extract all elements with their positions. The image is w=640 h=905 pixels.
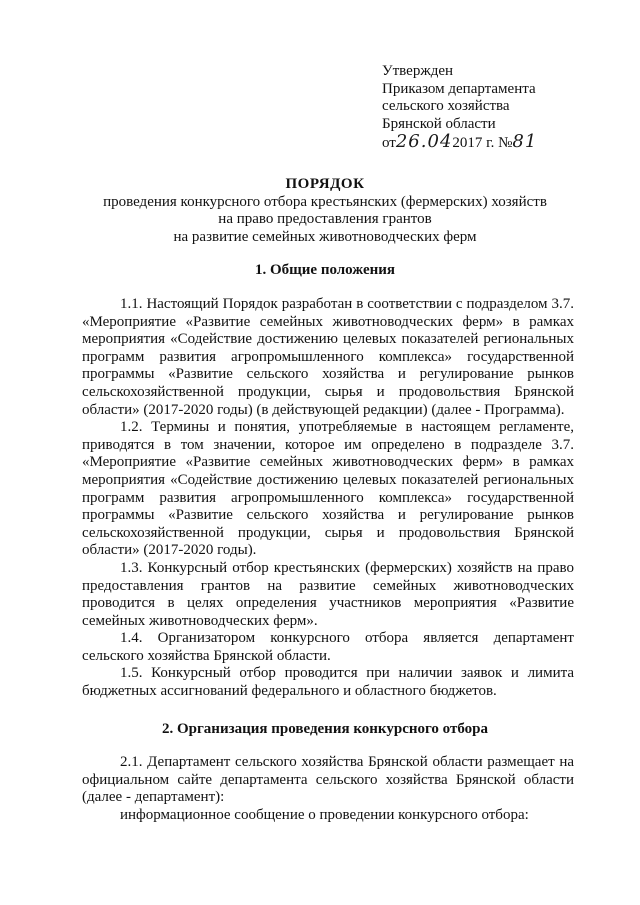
document-title: ПОРЯДОК [285, 176, 365, 192]
approval-line-order: Приказом департамента [382, 80, 536, 97]
handwritten-number: 81 [512, 131, 538, 153]
section-1-heading: 1. Общие положения [254, 262, 396, 278]
paragraph-1-3: 1.3. Конкурсный отбор крестьянских (фермерских) хозяйств на право предоставления грантов на развитие семейных животноводческих проводится в целях определения участников мероприятия «Развитие семейных животноводческих ферм». [82, 559, 574, 629]
title-line-3: на развитие семейных животноводческих ферм [173, 228, 477, 245]
paragraph-1-1: 1.1. Настоящий Порядок разработан в соответствии с подразделом 3.7. «Мероприятие «Развитие семейных животноводческих ферм» в рамках мероприятия «Содействие достижению целевых показателей региональных программ развития агропромышленного комплекса» государственной программы «Развитие сельского хозяйства и регулирование рынков сельскохозяйственной продукции, сырья и продовольствия Брянской области» (2017-2020 годы) (в действующей редакции) (далее - Программа). [82, 296, 574, 418]
paragraph-1-5: 1.5. Конкурсный отбор проводится при наличии заявок и лимита бюджетных ассигнований федерального и областного бюджетов. [82, 665, 574, 700]
paragraph-2-1-info: информационное сообщение о проведении конкурсного отбора: [120, 806, 529, 823]
approval-date-line [382, 133, 602, 153]
approval-line-region: Брянской области [382, 115, 496, 132]
title-line-2: на право предоставления грантов [218, 211, 432, 227]
section-2-heading: 2. Организация проведения конкурсного отбора [161, 721, 488, 737]
approval-line-department: сельского хозяйства [382, 98, 510, 115]
document-title-block [80, 176, 570, 246]
approval-stamp-block [382, 63, 602, 153]
date-suffix: 2017 г. № [452, 135, 513, 152]
paragraph-1-2: 1.2. Термины и понятия, употребляемые в настоящем регламенте, приводятся в том значении, которое им определено в подразделе 3.7. «Мероприятие «Развитие семейных животноводческих ферм» в рамках мероприятия «Содействие достижению целевых показателей региональных программ развития агропромышленного комплекса» государственной программы «Развитие сельского хозяйства и регулирование рынков сельскохозяйственной продукции, сырья и продовольствия Брянской области» (2017-2020 годы). [82, 419, 574, 559]
section-1-body [82, 296, 574, 701]
date-prefix: от [382, 135, 396, 152]
section-2-body [82, 754, 574, 824]
paragraph-1-4: 1.4. Организатором конкурсного отбора является департамент сельского хозяйства Брянской области. [82, 630, 574, 664]
handwritten-date: 26.04 [395, 131, 453, 153]
paragraph-2-1: 2.1. Департамент сельского хозяйства Брянской области размещает на официальном сайте департамента сельского хозяйства Брянской области (далее - департамент): [82, 754, 574, 806]
approval-line-approved: Утвержден [382, 63, 454, 79]
title-line-1: проведения конкурсного отбора крестьянских (фермерских) хозяйств [103, 193, 547, 210]
